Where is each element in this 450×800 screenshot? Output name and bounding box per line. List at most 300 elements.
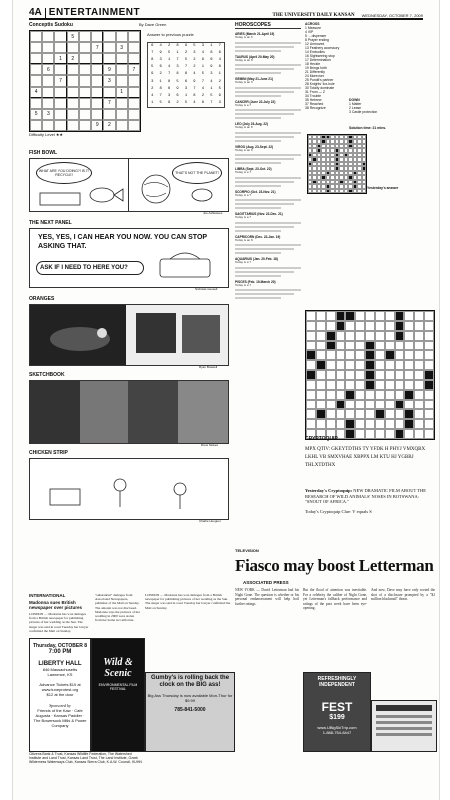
crossword-cell <box>316 321 326 331</box>
crossword-cell <box>404 350 414 360</box>
across-clue: 13 Feathery accessory <box>305 46 340 50</box>
sudoku-cell <box>30 42 42 53</box>
crossword-cell <box>326 409 336 419</box>
answer-cell: 3 <box>184 86 188 91</box>
sudoku-cell <box>67 64 79 75</box>
answer-cell: 5 <box>167 51 171 56</box>
down-list <box>349 102 389 114</box>
sudoku-cell: 9 <box>91 120 103 131</box>
sudoku-cell <box>79 31 91 42</box>
answer-cell: 1 <box>151 100 154 105</box>
sudoku-cell <box>79 109 91 120</box>
answer-cell: 3 <box>201 44 205 48</box>
sudoku-cell: 3 <box>42 109 54 120</box>
speech-bubble: WHAT ARE YOU DOING?! IS IT RECYCLE! <box>36 162 92 184</box>
crossword-cell <box>385 419 395 429</box>
answer-cell: 4 <box>201 51 205 56</box>
crossword-cell <box>365 311 375 321</box>
comic-panel <box>30 459 228 519</box>
crossword-cell <box>336 331 346 341</box>
crossword-cell <box>375 311 385 321</box>
answer-cell: 5 <box>176 79 179 84</box>
crossword-cell <box>414 360 424 370</box>
sudoku-cell <box>128 53 140 64</box>
answer-cell: 8 <box>193 93 196 98</box>
crossword-cell <box>375 370 385 380</box>
crossword-cell <box>345 400 355 410</box>
crossword-cell <box>355 370 365 380</box>
sudoku-cell <box>79 64 91 75</box>
newspaper-page <box>12 0 440 800</box>
across-clue: 1 Measure <box>305 26 322 30</box>
sudoku-cell <box>128 31 140 42</box>
answer-cell: 9 <box>218 93 221 98</box>
answer-cell: 1 <box>210 86 213 91</box>
concert-sponsors: Friends of the Kaw · Cafe Augusta · Kansas Paddler · The Bowersock Mills & Power Company <box>33 708 87 728</box>
crossword-cell <box>375 360 385 370</box>
international-body: LONDON — Madonna has won damages from a British newspaper for publishing pictures of her wedding as the Sun. The singer was said in court Tuesday her lawyer confirmed the Mail on Sunday. <box>29 612 89 633</box>
crossword-cell <box>355 429 365 439</box>
sudoku-cell: 4 <box>30 87 42 98</box>
horoscope-rating: Today is an 6 <box>235 80 253 84</box>
answer-cell: 9 <box>167 100 171 105</box>
crossword-cell <box>306 341 316 351</box>
horoscope-text-lines <box>235 132 301 142</box>
sudoku-cell <box>54 31 66 42</box>
crossword-cell <box>375 409 385 419</box>
crossword-cell <box>336 311 346 321</box>
crossword-cell <box>414 370 424 380</box>
across-clue: 31 From — Z <box>305 90 325 94</box>
horoscope-rating: Today is a 7 <box>235 170 252 174</box>
crossword-cell <box>404 400 414 410</box>
crossword-cell <box>336 370 346 380</box>
answer-cell: 9 <box>159 51 162 56</box>
sudoku-cell <box>54 98 66 109</box>
concert-address: 846 Massachusetts <box>42 667 78 672</box>
answer-cell: 3 <box>176 65 179 70</box>
crossword-cell <box>316 311 326 321</box>
horoscope-rating: Today is an 8 <box>235 57 253 62</box>
crossword-cell <box>385 370 395 380</box>
answer-cell: 9 <box>184 44 188 48</box>
horoscope-list <box>235 32 301 299</box>
gumby-subline: Big Ass Thursday is now available Mon-Thur for $9.99 <box>147 693 233 703</box>
horoscopes-heading: HOROSCOPES <box>235 22 301 29</box>
sudoku-cell <box>67 120 79 131</box>
crossword-cell <box>336 360 346 370</box>
crossword-cell <box>395 331 405 341</box>
answer-cell: 7 <box>151 51 154 56</box>
crossword-cell <box>395 341 405 351</box>
crossword-cell <box>316 380 326 390</box>
sketchbook-credit: Drew Stokes <box>201 443 219 447</box>
crossword-cell <box>316 350 326 360</box>
down-clues <box>349 22 389 114</box>
answer-cell: 5 <box>151 65 154 70</box>
crossword-cell <box>414 350 424 360</box>
answer-cell: 2 <box>201 93 205 98</box>
comic-panel <box>178 381 228 443</box>
sudoku-cell <box>91 75 103 86</box>
crossword-cell <box>345 419 355 429</box>
answer-cell: 4 <box>218 58 221 63</box>
crossword-cell <box>336 419 346 429</box>
horoscope-text-lines <box>235 244 301 254</box>
crossword-cell <box>306 331 316 341</box>
crossword-cell <box>355 360 365 370</box>
cryptoquip-hint: Today's Cryptoquip Clue: V equals S <box>305 509 372 514</box>
across-list <box>305 26 345 110</box>
crossword-cell <box>385 360 395 370</box>
answer-cell: 6 <box>210 58 213 63</box>
answer-cell: 3 <box>159 58 162 63</box>
answer-cell: 1 <box>201 65 205 70</box>
crossword-cell <box>385 390 395 400</box>
answer-cell: 3 <box>210 72 213 77</box>
crossword-cell <box>424 341 434 351</box>
crossword-cell <box>306 390 316 400</box>
answer-cell: 2 <box>151 86 154 91</box>
horoscope-sign: CANCER (June 22-July 22) <box>235 99 276 104</box>
sudoku-cell <box>91 64 103 75</box>
answer-cell: 5 <box>184 100 188 105</box>
sudoku-cell <box>30 64 42 75</box>
answer-cell: 5 <box>201 72 205 77</box>
sudoku-cell <box>30 75 42 86</box>
horoscope-rating: Today is an 8 <box>235 125 253 129</box>
crossword-cell <box>345 429 355 439</box>
crossword-cell <box>395 370 405 380</box>
answer-cell: 4 <box>167 65 171 70</box>
crossword-cell <box>306 409 316 419</box>
section-title: ENTERTAINMENT <box>48 7 141 18</box>
sudoku-cell <box>103 87 115 98</box>
crossword-cell <box>355 331 365 341</box>
speech-bubble: THAT'S NOT THE PLANET! <box>172 162 222 184</box>
crossword-cell <box>365 409 375 419</box>
sudoku-cell: 7 <box>128 64 140 75</box>
answer-cell: 4 <box>159 44 162 48</box>
sudoku-cell: 5 <box>30 109 42 120</box>
crossword-cell <box>355 311 365 321</box>
concert-tickets: Advance Tickets $10 at www.tuneprotest.org <box>39 682 81 692</box>
crossword-cell <box>316 400 326 410</box>
crossword-cell <box>404 360 414 370</box>
answer-cell: 1 <box>210 44 213 48</box>
answer-cell: 6 <box>176 93 179 98</box>
answer-cell: 9 <box>201 58 205 63</box>
answer-cell: 7 <box>167 72 171 77</box>
answer-cell: 2 <box>176 100 179 105</box>
concert-sponsor-label: Sponsored by <box>49 703 71 708</box>
comic-panel <box>80 381 129 443</box>
crossword-cell <box>385 400 395 410</box>
comic-panel <box>128 159 228 211</box>
crossword-cell <box>375 400 385 410</box>
comic-panel <box>30 159 129 211</box>
brief-text: "substantial" damages from Associated Newspapers, publisher of the Mail on Sunday. The amount was not disclosed. Madonna says the pictures of her wedding in 2000 were stolen from her home in California. <box>95 593 140 623</box>
crossword-cell <box>306 380 316 390</box>
horoscope-text-lines <box>235 222 301 232</box>
festival-subtitle: ENVIRONMENTAL FILM FESTIVAL <box>98 683 138 691</box>
answer-cell: 4 <box>151 93 154 98</box>
answer-cell: 7 <box>184 65 188 70</box>
answer-cell: 5 <box>159 100 162 105</box>
horoscope-sign: SAGITTARIUS (Nov. 22-Dec. 21) <box>235 212 283 216</box>
story-section-label: TELEVISION <box>235 548 259 553</box>
crossword-cell <box>345 409 355 419</box>
sudoku-cell <box>67 109 79 120</box>
sudoku-cell: 2 <box>103 120 115 131</box>
sudoku-cell <box>103 109 115 120</box>
crossword-cell <box>365 400 375 410</box>
comic-panel <box>128 381 179 443</box>
across-clue: 21 Differently <box>305 70 325 74</box>
sudoku-cell <box>54 87 66 98</box>
yesterday-answer-grid <box>307 134 367 194</box>
issue-date: WEDNESDAY, OCTOBER 7, 2009 <box>361 13 423 18</box>
horoscope-sign: ARIES (March 21-April 19) <box>235 32 275 36</box>
story-column-2: But the flood of attention was inevitable. For a celebrity the caliber of Night Gone, yet Letterman's fallback performance and ratings of the past week have been eye-opening. <box>303 588 367 611</box>
down-clue: 3 Castle protection <box>349 110 378 114</box>
sudoku-cell <box>67 42 79 53</box>
sudoku-cell <box>128 109 140 120</box>
answer-cell: 1 <box>159 79 162 84</box>
crossword-cell <box>316 341 326 351</box>
fish-bowl-comic <box>29 158 229 212</box>
cryptoquip-code: MPX QTIV: GKEYTDTHS TY YFDK H PHYJ VMXQBX LKHL VB SMXVHAE XBPPX LM KTU HJ YGBBJ THLXTDTHX <box>305 447 426 468</box>
fish-bowl-label: FISH BOWL <box>29 150 58 156</box>
sudoku-cell <box>79 98 91 109</box>
crossword-cell <box>404 341 414 351</box>
answer-cell: 8 <box>151 58 154 63</box>
answer-cell: 6 <box>218 51 221 56</box>
across-clue: 16 Sightseeing stop <box>305 54 335 58</box>
crossword-cell <box>414 341 424 351</box>
crossword-cell <box>395 390 405 400</box>
solution-time: Solution time: 21 mins. <box>349 126 387 130</box>
across-clue: 4 VIP <box>305 30 314 34</box>
sudoku-cell: 1 <box>116 87 128 98</box>
fish-bowl-credit: Joe Ashleaves <box>203 211 223 215</box>
across-clue: 8 Prayer ending <box>305 38 329 42</box>
yesterday-answer-label: Yesterday's answer <box>367 186 399 190</box>
sudoku-cell: 3 <box>116 42 128 53</box>
crossword-cell <box>414 331 424 341</box>
horoscope-text-lines <box>235 42 301 52</box>
answer-cell: 9 <box>210 65 213 70</box>
ski-price: $199 <box>329 714 345 721</box>
across-clue: 37 Reached <box>305 102 324 106</box>
ski-headline: REFRESHINGLY INDEPENDENT <box>317 676 357 688</box>
answer-cell: 8 <box>176 72 179 77</box>
sudoku-cell <box>91 98 103 109</box>
answer-grid <box>147 42 225 108</box>
sudoku-cell <box>128 42 140 53</box>
crossword-cell <box>375 350 385 360</box>
answer-cell: 7 <box>176 58 179 63</box>
crossword-cell <box>365 370 375 380</box>
sudoku-cell: 7 <box>103 98 115 109</box>
horoscope-rating: Today is an 8 <box>235 237 253 242</box>
answer-cell: 8 <box>176 44 179 48</box>
crossword-cell <box>345 380 355 390</box>
sudoku-cell <box>116 64 128 75</box>
cryptoquip-label: CRYPTOQUIP <box>305 436 338 442</box>
comic-panel <box>126 305 228 365</box>
horoscopes-column <box>235 22 301 301</box>
crossword-cell <box>424 370 434 380</box>
crossword-cell <box>414 409 424 419</box>
oranges-art <box>126 305 228 365</box>
across-clue: 19 Brings forth <box>305 66 328 70</box>
ski-site: www.UBigSkiTrip.com <box>317 725 357 730</box>
crossword-cell <box>326 360 336 370</box>
across-clue: 18 Heckle <box>305 62 321 66</box>
across-clue: 28 Knights' fox-hole <box>305 82 335 86</box>
crossword-cell <box>365 321 375 331</box>
crossword-cell <box>336 350 346 360</box>
answer-cell: 9 <box>193 79 196 84</box>
answer-cell: 9 <box>151 72 154 77</box>
across-clue: 30 Totally dominate <box>305 86 335 90</box>
oranges-label: ORANGES <box>29 296 55 302</box>
sudoku-cell <box>79 120 91 131</box>
answer-grid-cell <box>362 189 366 193</box>
crossword-cell <box>365 419 375 429</box>
horoscope-sign: PISCES (Feb. 19-March 20) <box>235 279 276 284</box>
sudoku-cell <box>128 87 140 98</box>
crossword-cell <box>424 409 434 419</box>
crossword-cell <box>365 390 375 400</box>
sudoku-cell <box>30 53 42 64</box>
crossword-cell <box>326 390 336 400</box>
crossword-cell <box>345 360 355 370</box>
gumby-ad <box>145 672 235 752</box>
sudoku-cell <box>42 120 54 131</box>
chicken-strip-label: CHICKEN STRIP <box>29 450 68 456</box>
comic-panel <box>30 381 81 443</box>
across-clue: 34 Trouble <box>305 94 322 98</box>
crossword-cell <box>306 350 316 360</box>
across-clue: 35 Hebrew <box>305 98 322 102</box>
brief-text-2: LONDON — Madonna has won damages from a British newspaper for publishing pictures of her wedding as the Sun. The singer was said in court Tuesday her lawyer confirmed the Mail on Sunday. <box>145 593 231 610</box>
horoscope-rating: Today is an 6 <box>235 147 253 152</box>
down-clue: 2 Lease <box>349 106 362 110</box>
answer-cell: 1 <box>176 51 179 56</box>
crossword-cell <box>336 409 346 419</box>
ski-fest: FEST <box>321 700 353 714</box>
comic-panel <box>30 305 127 365</box>
crossword-cell <box>345 350 355 360</box>
crossword-cell <box>404 331 414 341</box>
crossword-cell <box>404 370 414 380</box>
answer-label: Answer to previous puzzle <box>147 32 194 37</box>
crossword-cell <box>355 400 365 410</box>
across-clues <box>305 22 345 110</box>
globe-drawing <box>128 159 228 211</box>
crossword-cell <box>345 341 355 351</box>
crossword-cell <box>375 380 385 390</box>
horoscope-text-lines <box>235 109 301 119</box>
sudoku-cell: 3 <box>103 75 115 86</box>
oranges-credit: Ryan Boswell <box>199 365 218 369</box>
sudoku-cell <box>91 87 103 98</box>
down-heading: DOWN <box>349 98 360 102</box>
answer-cell: 7 <box>210 100 213 105</box>
crossword-cell <box>414 419 424 429</box>
crossword-cell <box>326 350 336 360</box>
crossword-cell <box>306 400 316 410</box>
page-number: 4A <box>29 7 42 18</box>
crossword-cell <box>385 321 395 331</box>
sudoku-cell <box>128 75 140 86</box>
answer-cell: 3 <box>151 79 154 84</box>
answer-cell: 4 <box>201 86 205 91</box>
crossword-cell <box>395 380 405 390</box>
crossword-cell <box>375 321 385 331</box>
festival-ad <box>91 638 145 752</box>
phone-drawing <box>30 229 228 287</box>
story-column-1: NEW YORK — David Letterman had his Night Gone. The question is whether or his personal embarrassment will help boil further ratings. <box>235 588 299 606</box>
crossword-cell <box>404 390 414 400</box>
concert-door: $12 at the door <box>46 692 74 697</box>
cryptoquip-answer-text: NEW DRAMATIC FILM ABOUT THE RESEARCH OF WILD ANIMALS' NOSES IN BOTSWANA: "SNOUT OF AFRICA." <box>305 488 427 504</box>
crossword-cell <box>365 429 375 439</box>
sudoku-cell: 5 <box>67 31 79 42</box>
sudoku-cell <box>79 42 91 53</box>
answer-cell: 6 <box>151 44 154 48</box>
horoscope-text-lines <box>235 87 301 97</box>
sudoku-cell <box>116 53 128 64</box>
sudoku-cell <box>30 98 42 109</box>
speech-bubble: ASK IF I NEED TO HERE YOU? <box>36 261 144 275</box>
answer-cell: 2 <box>184 51 188 56</box>
movie-times-art <box>372 701 436 751</box>
sudoku-cell <box>79 75 91 86</box>
sudoku-cell <box>91 53 103 64</box>
crossword-cell <box>365 380 375 390</box>
sudoku-cell <box>91 109 103 120</box>
crossword-cell <box>355 350 365 360</box>
cryptoquip-answer <box>305 488 433 505</box>
crossword-cell <box>424 419 434 429</box>
answer-cell: 6 <box>184 79 188 84</box>
concert-time: 7:00 PM <box>48 649 72 655</box>
next-panel-comic <box>29 228 229 288</box>
crossword-cell <box>355 390 365 400</box>
sudoku-cell: 2 <box>67 53 79 64</box>
horoscope-rating: Today is a 7 <box>235 282 252 287</box>
crossword-cell <box>316 419 326 429</box>
crossword-cell <box>326 311 336 321</box>
crossword-cell <box>355 321 365 331</box>
crossword-cell <box>395 400 405 410</box>
sudoku-byline: By Dave Green <box>139 22 167 27</box>
answer-cell: 8 <box>167 79 171 84</box>
concert-city: Lawrence, KS <box>47 672 73 677</box>
crossword-cell <box>424 390 434 400</box>
crossword-cell <box>414 321 424 331</box>
horoscope-text-lines <box>235 199 301 209</box>
sudoku-cell <box>54 109 66 120</box>
crossword-cell <box>375 429 385 439</box>
story-headline: Fiasco may boost Letterman <box>235 556 434 575</box>
answer-cell: 6 <box>159 65 162 70</box>
sudoku-cell <box>30 31 42 42</box>
answer-cell: 1 <box>184 93 188 98</box>
